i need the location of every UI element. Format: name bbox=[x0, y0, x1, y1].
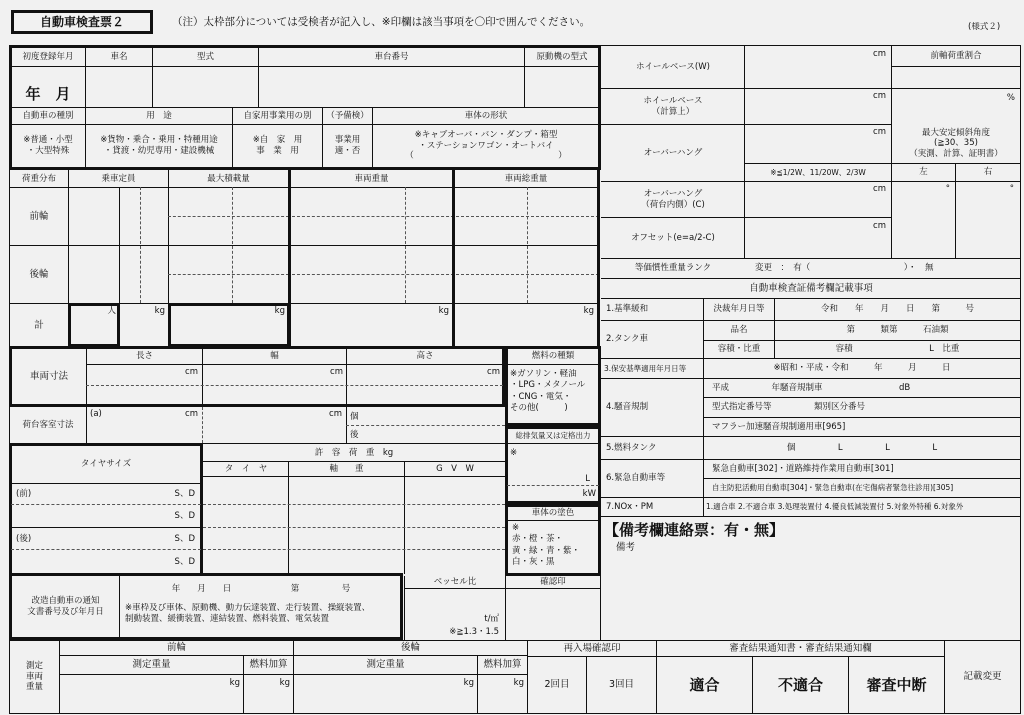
paint-color-label: 車体の塗色 bbox=[531, 507, 575, 518]
reentry-confirm-label: 再入場確認印 bbox=[563, 642, 621, 654]
vehicle-dimensions-label: 車両寸法 bbox=[29, 370, 68, 382]
offset-cm: cm bbox=[873, 220, 886, 231]
height-cm: cm bbox=[487, 366, 500, 377]
bessel-condition: ※≧1.3・1.5 bbox=[449, 626, 499, 637]
inertia-rank-label: 等価慣性重量ランク bbox=[634, 263, 712, 274]
kg-unit-4: kg bbox=[583, 305, 594, 316]
front-wheel-label: 前輪 bbox=[29, 210, 49, 222]
max-load-label: 最大積載量 bbox=[207, 173, 250, 184]
overhang-condition: ※≦1/2W、11/20W、2/3W bbox=[770, 167, 866, 177]
rear-wheel-label: 後輪 bbox=[29, 268, 49, 280]
tire-rear-sd-1[interactable]: S、D bbox=[174, 533, 195, 544]
permit-axle-label: 軸 重 bbox=[329, 463, 364, 474]
remark-1-a: 決裁年月日等 bbox=[713, 304, 765, 315]
first-registration-value[interactable]: 年 月 bbox=[25, 85, 71, 104]
max-stable-angle-label: 最大安定傾斜角度 (≧30、35) （実測、計算、証明書） bbox=[909, 127, 1003, 159]
measure-rear-weight: 測定重量 bbox=[366, 659, 405, 671]
form-note: （注）太枠部分については受検者が記入し、※印欄は該当事項を〇印で囲んでください。 bbox=[172, 16, 591, 28]
measure-front-label: 前輪 bbox=[166, 642, 186, 654]
measure-rear-fuel: 燃料加算 bbox=[483, 659, 522, 671]
length-label: 長さ bbox=[135, 351, 153, 362]
overhang-label: オーバーハング bbox=[643, 147, 703, 158]
remarks-note-title[interactable]: 【備考欄連絡票：有・無】 bbox=[604, 520, 785, 539]
remark-2-a: 品名 bbox=[730, 325, 748, 336]
width-label: 幅 bbox=[270, 351, 279, 362]
measure-front-weight: 測定重量 bbox=[132, 659, 171, 671]
chassis-number-label: 車台番号 bbox=[374, 51, 409, 62]
record-change-label[interactable]: 記載変更 bbox=[963, 671, 1002, 683]
permit-gvw-label: G V W bbox=[436, 463, 474, 474]
form-title: 自動車検査票２ bbox=[39, 14, 124, 29]
result-fail[interactable]: 不適合 bbox=[777, 675, 823, 694]
bessel-unit: t/㎡ bbox=[484, 613, 499, 624]
gross-weight-label: 車両総重量 bbox=[504, 173, 548, 184]
front-axle-percent: % bbox=[1006, 92, 1015, 103]
displacement-mark: ※ bbox=[510, 447, 518, 458]
remark-1-b[interactable]: 令和 年 月 日 第 号 bbox=[820, 304, 974, 315]
tire-front-sd-2[interactable]: S、D bbox=[174, 510, 195, 521]
kg-unit-2: kg bbox=[274, 305, 285, 316]
result-notice-title: 審査結果通知書・審査結果通知欄 bbox=[729, 642, 872, 654]
modification-items[interactable]: ※車枠及び車体、原動機、動力伝達装置、走行装置、操縦装置、 制動装置、緩衝装置、連結装置、燃料装置、電気装置 bbox=[125, 603, 371, 625]
vehicle-type-label: 自動車の種別 bbox=[22, 110, 74, 121]
fuel-type-options[interactable]: ※ガソリン・軽油 ・LPG・メタノール ・CNG・電気・ その他( ) bbox=[510, 369, 586, 414]
engine-model-label: 原動機の型式 bbox=[536, 51, 588, 62]
tire-rear-label: (後) bbox=[16, 533, 32, 544]
remark-2-d[interactable]: 容積 L 比重 bbox=[835, 344, 960, 355]
tire-front-sd-1[interactable]: S、D bbox=[174, 488, 195, 499]
result-pass[interactable]: 適合 bbox=[689, 675, 720, 694]
stable-right-label: 右 bbox=[983, 167, 993, 178]
stable-left-degree: ° bbox=[945, 183, 950, 194]
total-label: 計 bbox=[34, 319, 44, 331]
reentry-third[interactable]: 3回目 bbox=[608, 679, 635, 691]
tire-front-label: (前) bbox=[16, 488, 32, 499]
remark-4-label: 4.騒音規制 bbox=[606, 402, 649, 413]
form-number: (様式２) bbox=[968, 22, 1001, 32]
remark-5-label: 5.燃料タンク bbox=[606, 442, 657, 453]
remarks-note-sub: 備考 bbox=[616, 542, 636, 554]
length-cm: cm bbox=[185, 366, 198, 377]
cargo-cm-1: cm bbox=[185, 408, 198, 419]
remark-2-c: 容積・比重 bbox=[717, 344, 761, 355]
preliminary-label: （予備検） bbox=[326, 110, 369, 121]
person-unit: 人 bbox=[107, 305, 116, 316]
fuel-type-label: 燃料の種類 bbox=[531, 350, 575, 361]
result-suspend[interactable]: 審査中断 bbox=[866, 675, 927, 694]
reentry-second[interactable]: 2回目 bbox=[544, 679, 570, 691]
measure-kg-4: kg bbox=[513, 677, 524, 688]
width-cm: cm bbox=[330, 366, 343, 377]
modification-label: 改造自動車の通知 文書番号及び年月日 bbox=[27, 596, 104, 617]
remark-2-label: 2.タンク車 bbox=[606, 334, 648, 345]
stable-left-label: 左 bbox=[919, 167, 928, 178]
measure-kg-3: kg bbox=[463, 677, 474, 688]
remark-3-value[interactable]: ※昭和・平成・令和 年 月 日 bbox=[773, 363, 951, 374]
first-registration-label: 初度登録年月 bbox=[22, 51, 74, 62]
modification-date-line[interactable]: 年 月 日 第 号 bbox=[171, 583, 351, 594]
measure-weight-label: 測定 車両 重量 bbox=[25, 661, 43, 693]
remark-4-c[interactable]: マフラー加速騒音規制適用車[965] bbox=[712, 421, 846, 432]
overhang-bed-cm: cm bbox=[873, 183, 886, 194]
passenger-capacity-label: 乗車定員 bbox=[101, 173, 136, 184]
use-label: 用 途 bbox=[146, 110, 172, 121]
stable-right-degree: ° bbox=[1009, 183, 1014, 194]
wheelbase-calc-label: ホイールベース （計算上） bbox=[643, 95, 703, 117]
permit-load-label: 許 容 荷 重 kg bbox=[314, 447, 394, 458]
wheelbase-cm: cm bbox=[873, 48, 886, 59]
remark-1-label: 1.基準緩和 bbox=[606, 304, 649, 315]
confirmation-stamp-label: 確認印 bbox=[540, 576, 566, 587]
measure-front-fuel: 燃料加算 bbox=[249, 659, 288, 671]
private-business-options[interactable]: ※自 家 用 事 業 用 bbox=[252, 135, 303, 156]
remark-4-a[interactable]: 平成 年騒音規制車 dB bbox=[712, 382, 911, 393]
kg-unit-3: kg bbox=[438, 305, 449, 316]
measure-kg-2: kg bbox=[279, 677, 290, 688]
tire-size-label: タイヤサイズ bbox=[80, 459, 132, 470]
overhang-cm: cm bbox=[873, 126, 886, 137]
private-business-label: 自家用事業用の別 bbox=[243, 110, 312, 121]
displacement-label: 総排気量又は定格出力 bbox=[515, 430, 591, 440]
offset-label: オフセット(e=a/2-C) bbox=[631, 232, 715, 243]
permit-tire-label: タ イ ヤ bbox=[224, 463, 268, 474]
front-axle-ratio-label: 前軸荷重割合 bbox=[930, 50, 982, 61]
cargo-rear-label: 後 bbox=[350, 429, 359, 440]
remark-2-b[interactable]: 第 類第 石油類 bbox=[846, 325, 949, 336]
cargo-cm-2: cm bbox=[329, 408, 342, 419]
body-shape-label: 車体の形状 bbox=[464, 110, 508, 121]
preliminary-options[interactable]: 事業用 適・否 bbox=[334, 135, 361, 156]
displacement-kw: kW bbox=[582, 488, 596, 499]
remark-7-label: 7.NOx・PM bbox=[606, 501, 654, 512]
measure-rear-label: 後輪 bbox=[400, 642, 420, 654]
cargo-a-label: (a) bbox=[90, 408, 102, 419]
paint-color-options[interactable]: ※ 赤・橙・茶・ 黄・緑・青・紫・ 白・灰・黒 bbox=[512, 523, 581, 568]
wheelbase-label: ホイールベース(W) bbox=[636, 61, 710, 72]
remark-7-value[interactable]: 1.適合車 2.不適合車 3.処理装置付 4.優良低減装置付 5.対象外特種 6.対象外 bbox=[706, 502, 964, 512]
tire-rear-sd-2[interactable]: S、D bbox=[174, 556, 195, 567]
bessel-ratio-label: ベッセル比 bbox=[433, 576, 477, 587]
body-shape-options[interactable]: ※キャブオーバ・バン・ダンプ・箱型 ・ステーションワゴン・オートバイ （ ） bbox=[405, 130, 567, 162]
remark-6-b[interactable]: 自主防犯活動用自動車[304]・緊急自動車(在宅傷病者緊急往診用)[305] bbox=[712, 483, 954, 493]
use-options[interactable]: ※貨物・乗合・乗用・特種用途 ・貸渡・幼児専用・建設機械 bbox=[100, 135, 218, 156]
remark-5-value[interactable]: 個 L L L bbox=[786, 442, 938, 453]
remark-3-label: 3.保安基準適用年月日等 bbox=[604, 363, 687, 373]
remark-6-label: 6.緊急自動車等 bbox=[606, 473, 666, 484]
inertia-rank-value[interactable]: 変更 ： 有（ ）・ 無 bbox=[755, 263, 934, 274]
wheelbase-calc-cm: cm bbox=[873, 90, 886, 101]
height-label: 高さ bbox=[416, 351, 434, 362]
kg-unit-1: kg bbox=[154, 305, 165, 316]
displacement-l: L bbox=[585, 473, 590, 484]
cargo-dimensions-label: 荷台客室寸法 bbox=[22, 420, 74, 431]
remarks-title: 自動車検査証備考欄記載事項 bbox=[749, 282, 873, 294]
vehicle-type-options[interactable]: ※普通・小型 ・大型特殊 bbox=[23, 135, 73, 156]
vehicle-model-label: 型式 bbox=[196, 51, 214, 62]
measure-kg-1: kg bbox=[229, 677, 240, 688]
vehicle-weight-label: 車両重量 bbox=[354, 173, 389, 184]
remark-6-a[interactable]: 緊急自動車[302]・道路維持作業用自動車[301] bbox=[712, 463, 894, 474]
overhang-bed-label: オーバーハング （荷台内側）(C) bbox=[641, 188, 705, 210]
vehicle-name-label: 車名 bbox=[110, 51, 128, 62]
remark-4-b[interactable]: 型式指定番号等 類別区分番号 bbox=[712, 402, 866, 413]
cargo-count-label: 個 bbox=[350, 411, 359, 422]
load-distribution-label: 荷重分布 bbox=[21, 173, 56, 184]
